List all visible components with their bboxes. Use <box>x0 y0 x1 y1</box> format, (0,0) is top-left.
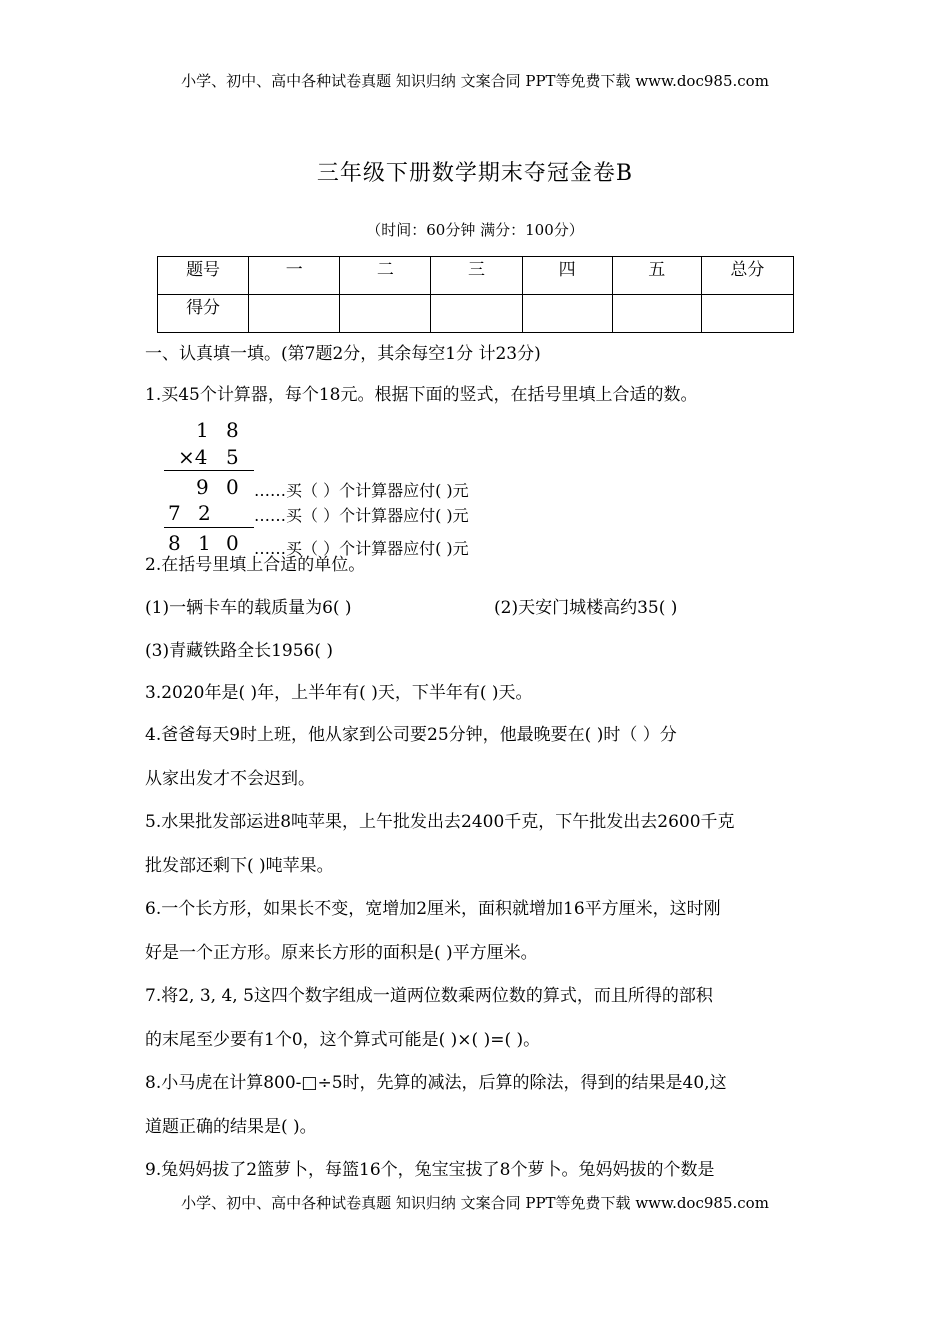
question-6-line-2: 好是一个正方形。原来长方形的面积是( )平方厘米。 <box>145 943 538 963</box>
score-table <box>157 256 794 333</box>
calc-digit: 5 <box>226 445 239 469</box>
score-input-cell[interactable] <box>340 295 431 333</box>
section-1-heading: 一、认真填一填。(第7题2分，其余每空1分 计23分) <box>145 344 541 364</box>
calc-digit: 9 <box>196 475 209 499</box>
exam-subtitle: （时间：60分钟 满分：100分） <box>366 221 584 239</box>
score-input-cell[interactable] <box>522 295 612 333</box>
calc-rule <box>164 470 254 471</box>
calc-digit: ×4 <box>178 445 208 469</box>
score-table-score-row <box>158 295 794 333</box>
question-7-line-2: 的末尾至少要有1个0，这个算式可能是( )×( )=( )。 <box>145 1030 541 1050</box>
score-cell: 得分 <box>158 295 249 333</box>
calc-rule <box>164 527 254 528</box>
question-1: 1.买45个计算器，每个18元。根据下面的竖式，在括号里填上合适的数。 <box>145 385 698 405</box>
question-7-line-1: 7.将2, 3, 4, 5这四个数字组成一道两位数乘两位数的算式，而且所得的部积 <box>145 986 713 1006</box>
calc-explain-1: ……买（ ）个计算器应付( )元 <box>254 481 469 500</box>
question-4-line-1: 4.爸爸每天9时上班，他从家到公司要25分钟，他最晚要在( )时（ ）分 <box>145 725 677 745</box>
page-footer: 小学、初中、高中各种试卷真题 知识归纳 文案合同 PPT等免费下载 www.doc985.com <box>181 1194 769 1212</box>
calc-digit: 0 <box>226 531 239 555</box>
calc-digit: 1 <box>198 531 211 555</box>
page-header: 小学、初中、高中各种试卷真题 知识归纳 文案合同 PPT等免费下载 www.doc985.com <box>181 72 769 90</box>
question-8-line-1: 8.小马虎在计算800-□÷5时，先算的减法，后算的除法，得到的结果是40,这 <box>145 1073 727 1093</box>
exam-title: 三年级下册数学期末夺冠金卷B <box>316 161 634 186</box>
calc-explain-3: ……买（ ）个计算器应付( )元 <box>254 539 469 558</box>
question-2-2: (2)天安门城楼高约35( ) <box>494 598 678 618</box>
calc-digit: 8 <box>226 418 239 442</box>
question-2: 2.在括号里填上合适的单位。 <box>145 555 366 575</box>
question-3: 3.2020年是( )年，上半年有( )天，下半年有( )天。 <box>145 683 533 703</box>
question-5-line-1: 5.水果批发部运进8吨苹果，上午批发出去2400千克，下午批发出去2600千克 <box>145 812 735 832</box>
score-cell: 四 <box>522 257 612 295</box>
score-table-header-row <box>158 257 794 295</box>
score-input-cell[interactable] <box>431 295 522 333</box>
score-input-cell[interactable] <box>701 295 793 333</box>
calc-digit: 1 <box>196 418 209 442</box>
question-2-3: (3)青藏铁路全长1956( ) <box>145 641 334 661</box>
calc-digit: 8 <box>168 531 181 555</box>
question-9-line-1: 9.兔妈妈拔了2篮萝卜，每篮16个，兔宝宝拔了8个萝卜。兔妈妈拔的个数是 <box>145 1160 715 1180</box>
calc-explain-2: ……买（ ）个计算器应付( )元 <box>254 506 469 525</box>
question-6-line-1: 6.一个长方形，如果长不变，宽增加2厘米，面积就增加16平方厘米，这时刚 <box>145 899 721 919</box>
score-input-cell[interactable] <box>612 295 701 333</box>
question-5-line-2: 批发部还剩下( )吨苹果。 <box>145 856 334 876</box>
calc-digit: 2 <box>198 501 211 525</box>
score-cell: 题号 <box>158 257 249 295</box>
question-8-line-2: 道题正确的结果是( )。 <box>145 1117 317 1137</box>
score-cell: 二 <box>340 257 431 295</box>
score-input-cell[interactable] <box>249 295 340 333</box>
score-cell: 五 <box>612 257 701 295</box>
score-cell: 三 <box>431 257 522 295</box>
calc-digit: 7 <box>168 501 181 525</box>
question-4-line-2: 从家出发才不会迟到。 <box>145 769 315 789</box>
score-cell: 一 <box>249 257 340 295</box>
calc-digit: 0 <box>226 475 239 499</box>
question-2-1: (1)一辆卡车的载质量为6( ) <box>145 598 352 618</box>
score-cell: 总分 <box>701 257 793 295</box>
